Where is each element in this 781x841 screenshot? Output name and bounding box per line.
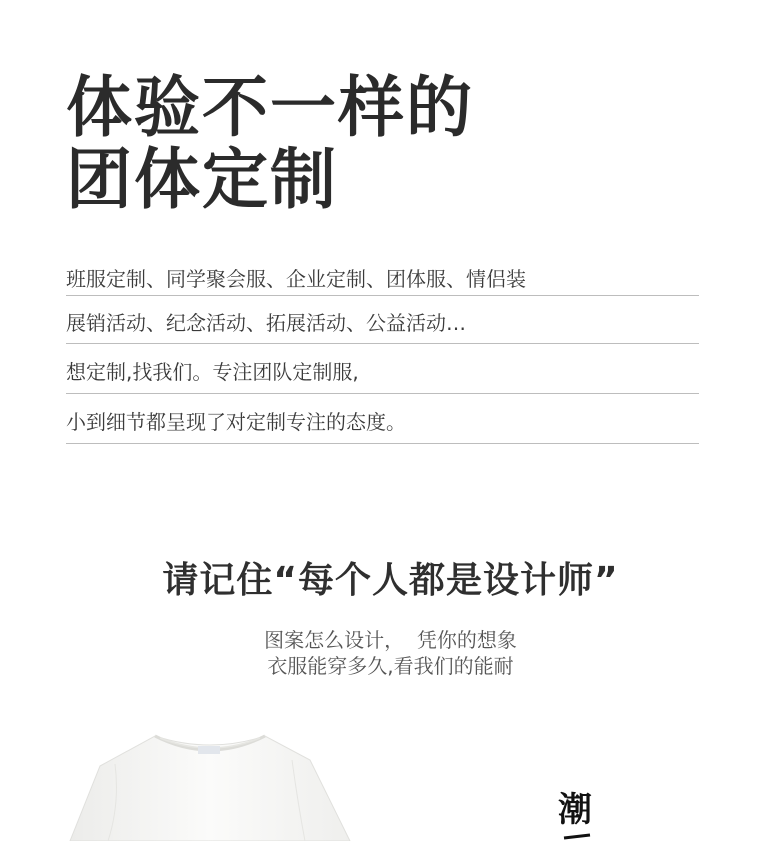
- description-line: 班服定制、同学聚会服、企业定制、团体服、情侣装: [66, 255, 699, 296]
- calligraphy-character: 潮: [558, 790, 592, 830]
- tshirt-image: [60, 724, 360, 841]
- page-headline: [66, 69, 474, 218]
- description-list: [66, 255, 699, 444]
- description-line: 想定制,找我们。专注团队定制服,: [66, 344, 699, 394]
- calligraphy-stroke: [562, 832, 592, 841]
- slogan-heading: 请记住“每个人都是设计师”: [162, 560, 619, 601]
- description-line: 展销活动、纪念活动、拓展活动、公益活动…: [66, 296, 699, 344]
- slogan-subtext: [0, 627, 781, 679]
- subtext-line-2: 衣服能穿多久,看我们的能耐: [267, 654, 514, 678]
- headline-line-1: 体验不一样的: [66, 69, 474, 146]
- headline-line-2: 团体定制: [66, 141, 338, 218]
- subtext-line-1: 图案怎么设计， 凭你的想象: [264, 628, 517, 652]
- description-line: 小到细节都呈现了对定制专注的态度。: [66, 394, 699, 444]
